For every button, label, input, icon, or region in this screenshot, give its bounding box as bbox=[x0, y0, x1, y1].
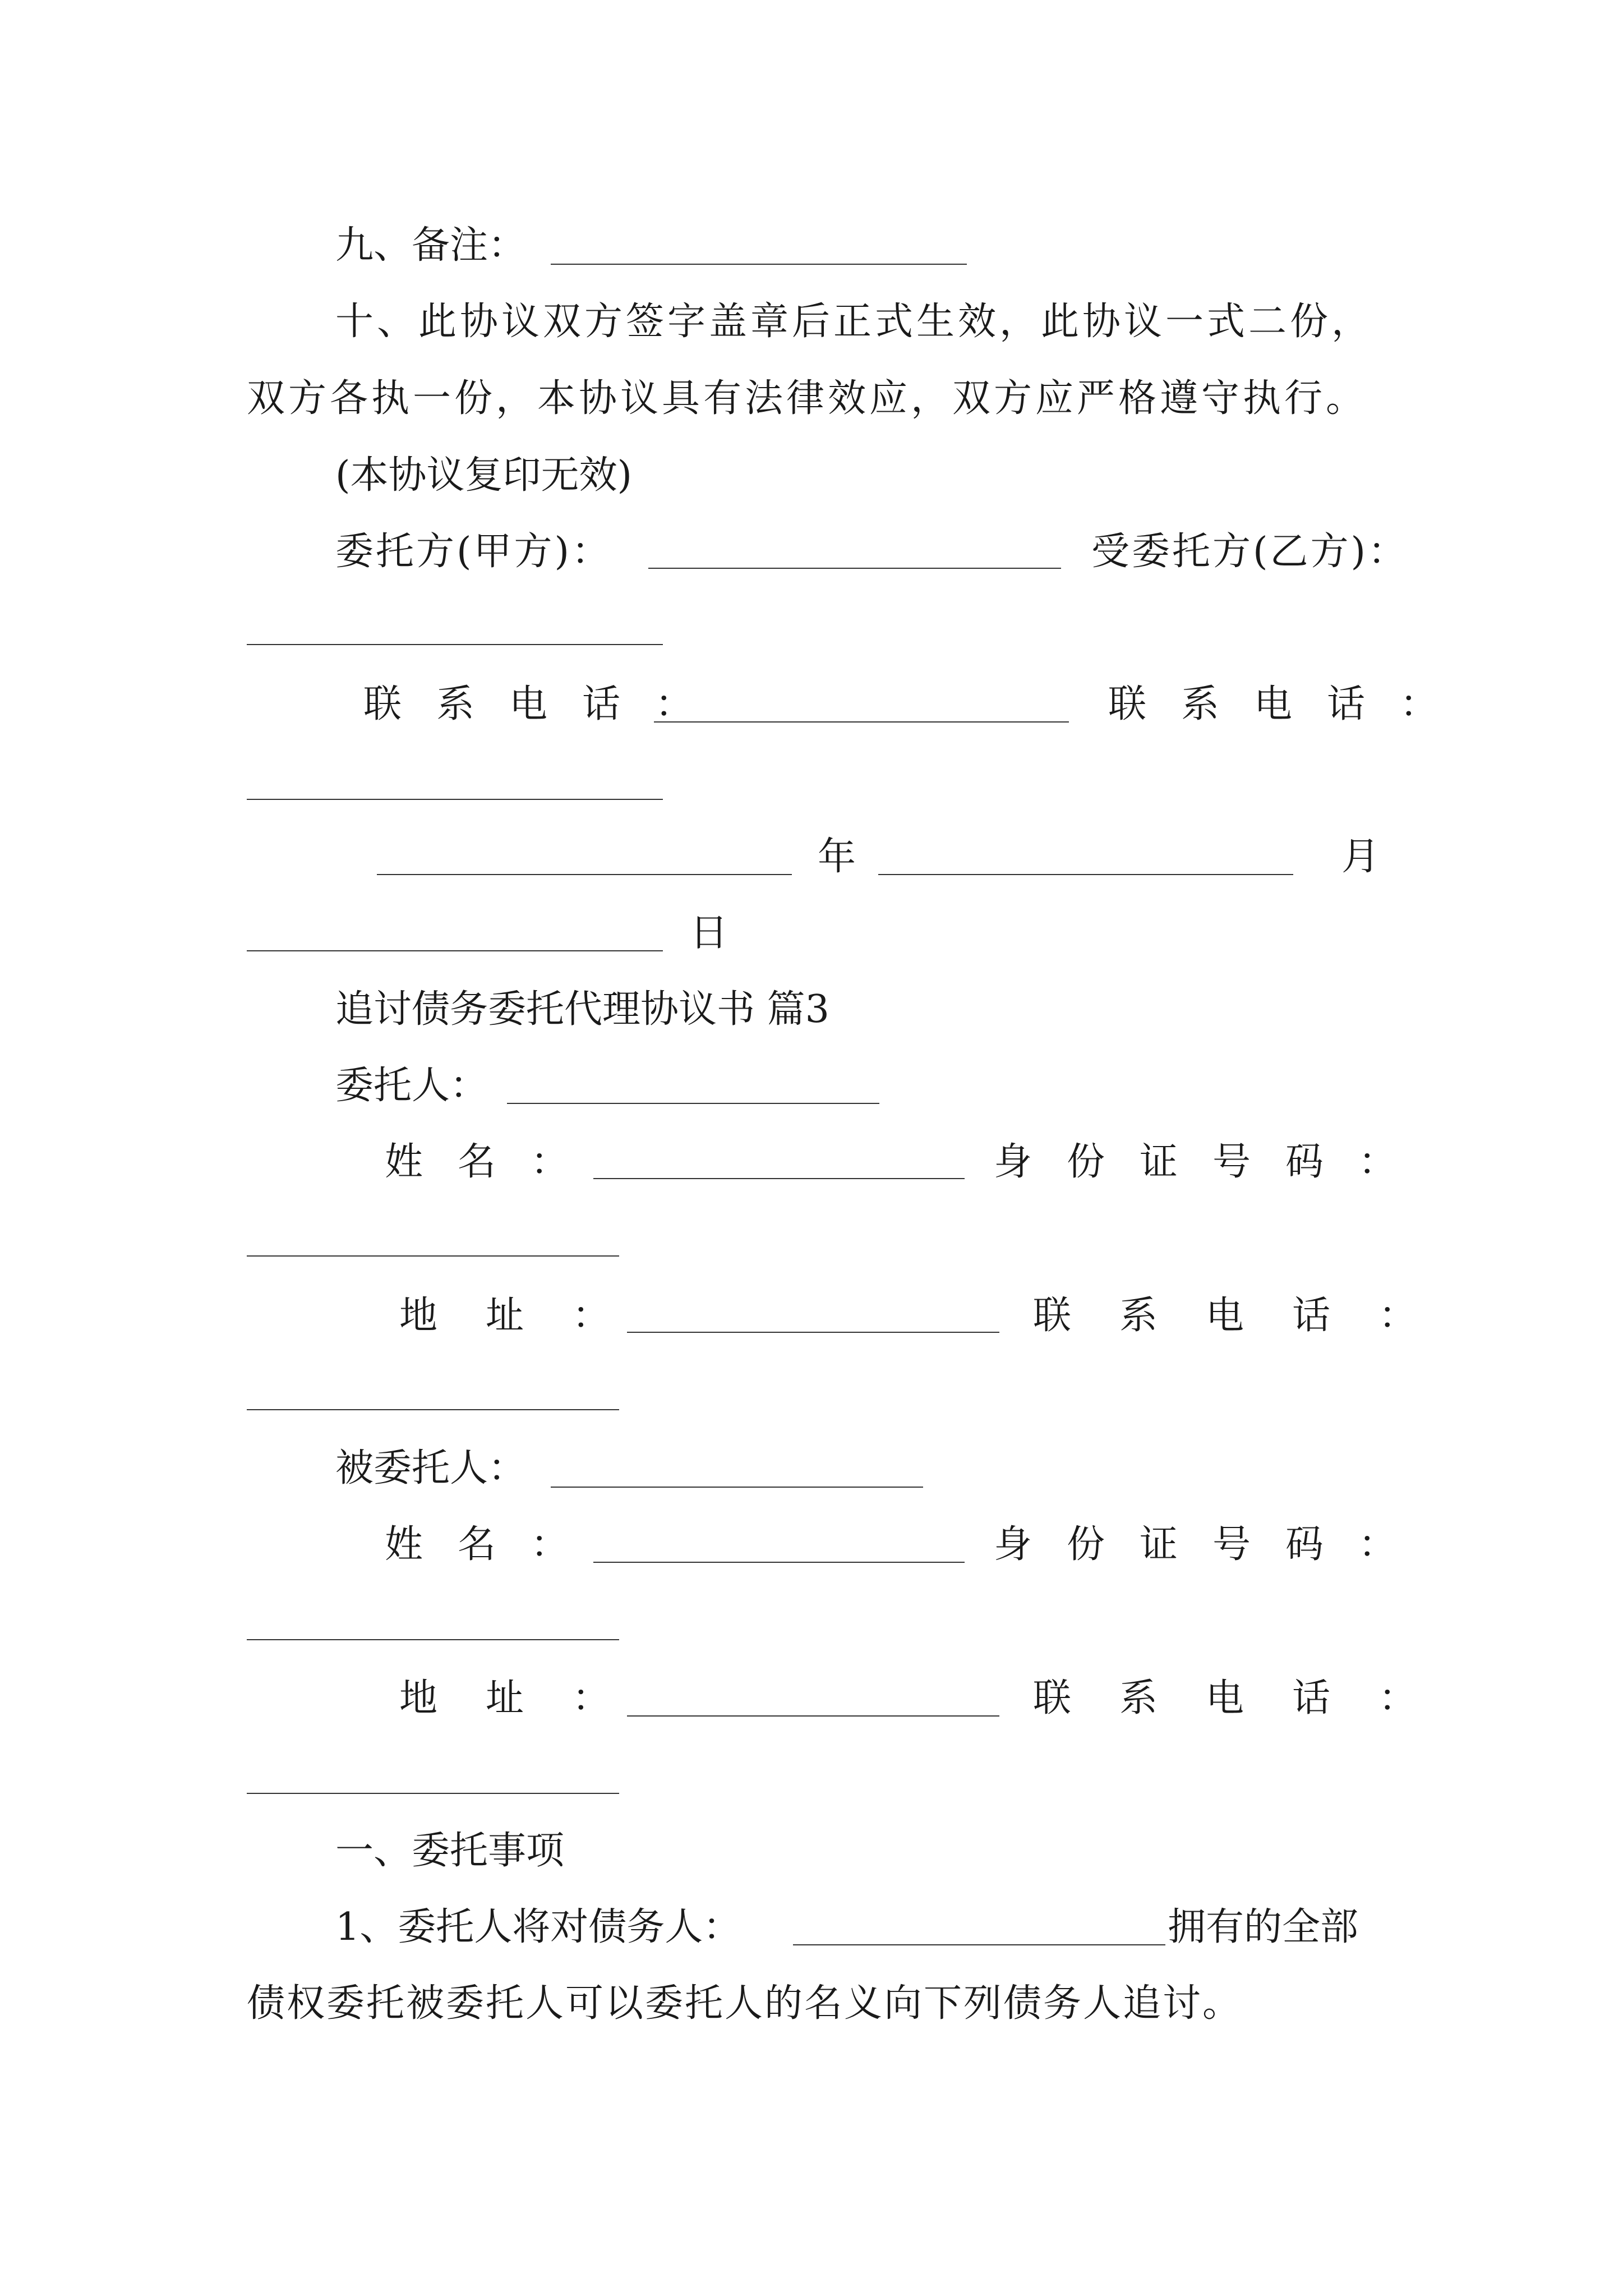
principal-blank bbox=[507, 1103, 879, 1104]
principal-name-blank bbox=[593, 1178, 965, 1179]
principal-id-blank bbox=[247, 1255, 619, 1257]
agent-id-label: 身份证号码： bbox=[994, 1522, 1432, 1567]
remark-label: 九、备注： bbox=[335, 223, 527, 268]
party-b-phone-blank bbox=[247, 799, 663, 800]
item-one-lead: 1、委托人将对债务人： bbox=[335, 1905, 741, 1949]
agent-id-blank bbox=[247, 1639, 619, 1640]
party-b-phone-label: 联系电话： bbox=[1108, 682, 1473, 726]
principal-address-blank bbox=[627, 1332, 999, 1333]
agent-label: 被委托人： bbox=[335, 1446, 527, 1490]
party-a-phone-label: 联系电话： bbox=[363, 682, 728, 726]
principal-party-label: 委托方(甲方)： bbox=[335, 530, 612, 574]
agent-address-blank bbox=[627, 1715, 999, 1717]
principal-address-label: 地址： bbox=[399, 1294, 659, 1338]
item-one-tail: 拥有的全部 bbox=[1168, 1905, 1359, 1949]
year-label: 年 bbox=[818, 835, 856, 879]
debtor-blank bbox=[793, 1944, 1165, 1945]
principal-id-label: 身份证号码： bbox=[994, 1140, 1432, 1184]
agent-phone-blank bbox=[247, 1793, 619, 1794]
item-one-line2: 债权委托被委托人可以委托人的名义向下列债务人追讨。 bbox=[247, 1981, 1243, 2026]
agent-name-blank bbox=[593, 1562, 965, 1563]
month-blank bbox=[878, 874, 1293, 875]
agent-address-label: 地址： bbox=[399, 1676, 659, 1720]
party-a-phone-blank bbox=[654, 721, 1069, 723]
agent-party-label: 受委托方(乙方)： bbox=[1091, 530, 1409, 574]
remark-blank bbox=[551, 264, 967, 265]
agent-party-blank bbox=[247, 644, 663, 645]
principal-name-label: 姓名： bbox=[385, 1140, 604, 1184]
month-label: 月 bbox=[1341, 835, 1380, 879]
agreement-title: 追讨债务委托代理协议书 篇3 bbox=[335, 987, 829, 1032]
year-blank bbox=[377, 874, 792, 875]
clause-ten-line1: 十、此协议双方签字盖章后正式生效，此协议一式二份， bbox=[335, 300, 1373, 344]
day-label: 日 bbox=[690, 911, 728, 955]
principal-party-blank bbox=[648, 568, 1061, 569]
agent-phone-label: 联系电话： bbox=[1033, 1676, 1465, 1720]
principal-phone-blank bbox=[247, 1409, 619, 1410]
section-entrusted-matters: 一、委托事项 bbox=[335, 1829, 565, 1873]
agent-name-label: 姓名： bbox=[385, 1522, 604, 1567]
day-blank bbox=[247, 950, 663, 951]
principal-label: 委托人： bbox=[335, 1064, 488, 1108]
agent-blank bbox=[551, 1487, 923, 1488]
copy-invalid-note: (本协议复印无效) bbox=[335, 453, 633, 498]
clause-ten-line2: 双方各执一份，本协议具有法律效应，双方应严格遵守执行。 bbox=[247, 376, 1368, 421]
principal-phone-label: 联系电话： bbox=[1033, 1294, 1465, 1338]
